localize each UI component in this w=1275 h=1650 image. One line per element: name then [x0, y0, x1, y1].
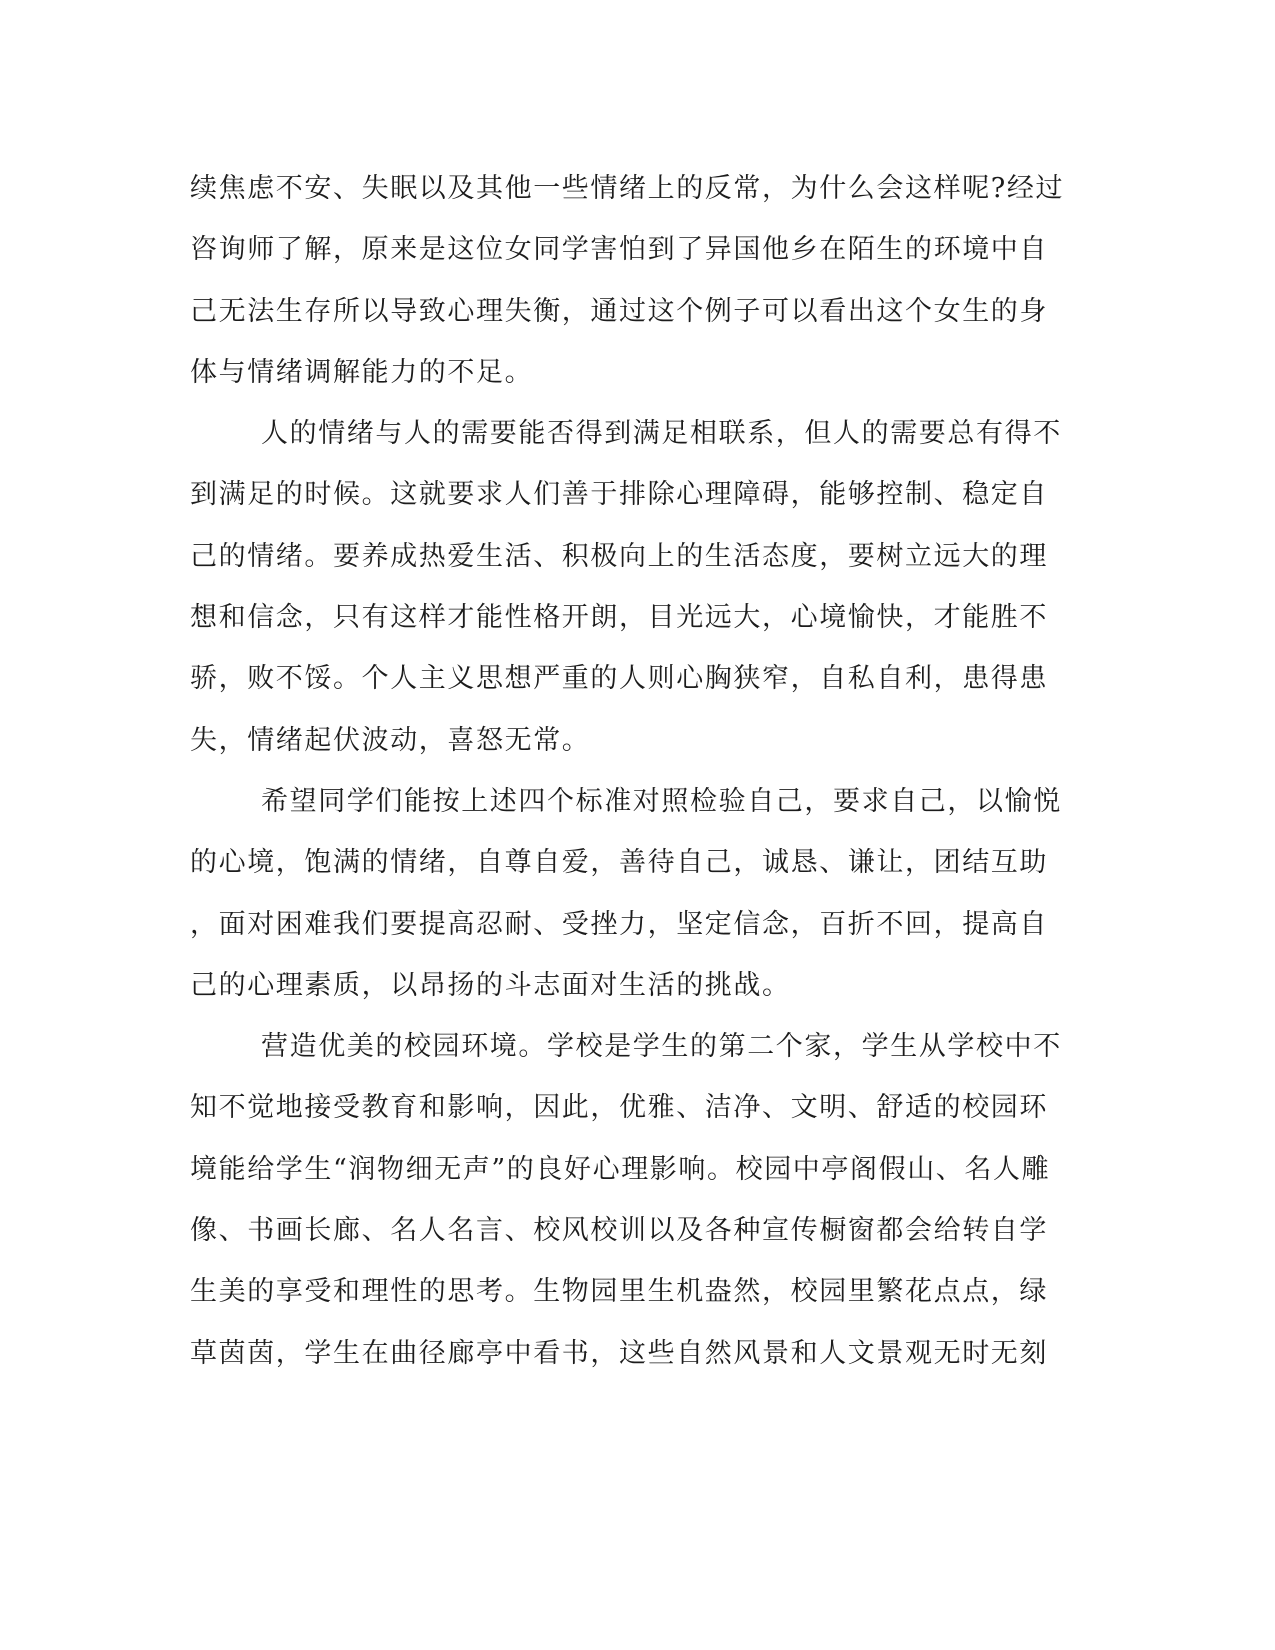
text-line: 想和信念，只有这样才能性格开朗，目光远大，心境愉快，才能胜不 [190, 602, 1048, 634]
paragraph-2 [190, 403, 1080, 771]
text-line: 己的心理素质，以昂扬的斗志面对生活的挑战。 [190, 969, 791, 1001]
paragraph-1 [190, 158, 1080, 403]
paragraph-4 [190, 1016, 1080, 1384]
text-line: 失，情绪起伏波动，喜怒无常。 [190, 724, 591, 756]
text-line: 希望同学们能按上述四个标准对照检验自己，要求自己，以愉悦 [261, 785, 1062, 817]
text-line: 营造优美的校园环境。学校是学生的第二个家，学生从学校中不 [261, 1031, 1062, 1063]
text-line: 知不觉地接受教育和影响，因此，优雅、洁净、文明、舒适的校园环 [190, 1092, 1048, 1124]
text-line: 境能给学生“润物细无声”的良好心理影响。校园中亭阁假山、名人雕 [190, 1153, 1051, 1185]
text-line: 己的情绪。要养成热爱生活、积极向上的生活态度，要树立远大的理 [190, 540, 1048, 572]
text-line: 体与情绪调解能力的不足。 [190, 356, 534, 388]
paragraph-3 [190, 771, 1080, 1016]
text-line: 像、书画长廊、名人名言、校风校训以及各种宣传橱窗都会给转自学 [190, 1215, 1048, 1247]
text-line: 咨询师了解，原来是这位女同学害怕到了异国他乡在陌生的环境中自 [190, 234, 1048, 266]
text-line: 草茵茵，学生在曲径廊亭中看书，这些自然风景和人文景观无时无刻 [190, 1337, 1048, 1369]
document-body [190, 158, 1080, 1384]
text-line: 己无法生存所以导致心理失衡，通过这个例子可以看出这个女生的身 [190, 295, 1048, 327]
text-line: 的心境，饱满的情绪，自尊自爱，善待自己，诚恳、谦让，团结互助 [190, 847, 1048, 879]
text-line: 生美的享受和理性的思考。生物园里生机盎然，校园里繁花点点，绿 [190, 1276, 1048, 1308]
text-line: 人的情绪与人的需要能否得到满足相联系，但人的需要总有得不 [261, 418, 1062, 450]
text-line: ，面对困难我们要提高忍耐、受挫力，坚定信念，百折不回，提高自 [190, 908, 1048, 940]
text-line: 骄，败不馁。个人主义思想严重的人则心胸狭窄，自私自利，患得患 [190, 663, 1048, 695]
text-line: 续焦虑不安、失眠以及其他一些情绪上的反常，为什么会这样呢?经过 [190, 173, 1065, 204]
text-line: 到满足的时候。这就要求人们善于排除心理障碍，能够控制、稳定自 [190, 479, 1048, 511]
